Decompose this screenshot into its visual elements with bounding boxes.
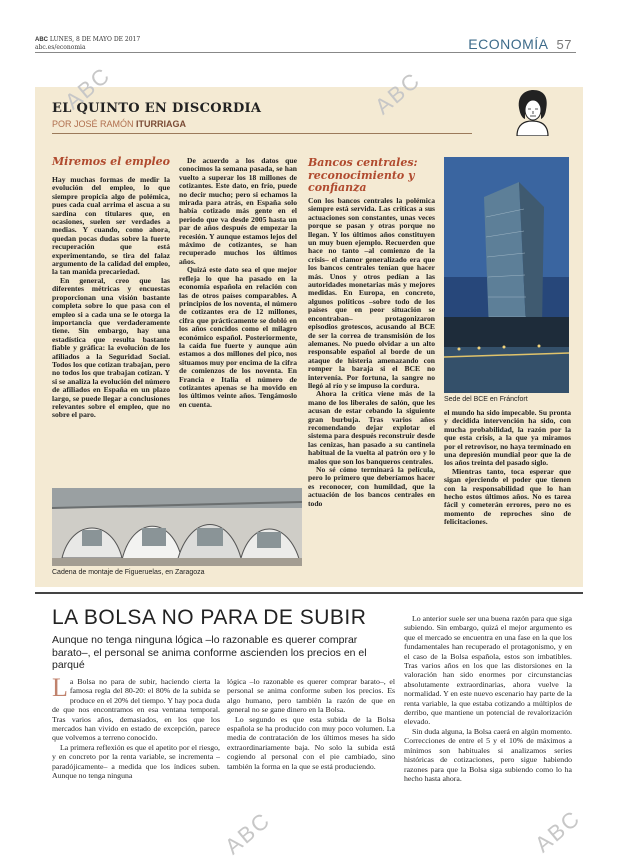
drop-cap: L [52, 677, 68, 702]
paragraph: Con los bancos centrales la polémica siempre está servida. Las críticas a sus actuaciones son constantes, unas veces porque se pasan y otras porque no llegan. Y los últimos años constituyen un muy buen ejemplo. Recuerden que hace no tanto –al comienzo de la crisis– el clamor generalizado era que los bancos centrales tenían que hacer más. Unos y otros pedían a las autoridades monetarias más y mejores medidas. En Europa, en concreto, algunos políticos –sobre todo de los países que en peor situación se encontraban– protagonizaron episodios grotescos, acusando al BCE de ser la correa de transmisión de los alemanes. No puedo olvidar a un alto responsable español al borde de un ataque de histeria amenazando con romper la baraja si el BCE no intervenía. Por fortuna, la sangre no llegó al río y se impuso la cordura. [308, 197, 435, 390]
ecb-caption: Sede del BCE en Fráncfort [444, 396, 528, 403]
paragraph: Quizá este dato sea el que mejor refleja lo que ha pasado en la economía española en relación con las de otros países comparables. A principios de los noventa, el número de cotizantes era de 12 millones, cifra que prácticamente se dobló en los años concidos como el milagro económico español. Posteriormente, la caída fue fuerte y aunque aún estamos a dos millones del pico, nos situamos muy por encima de la cifra de comienzos de los noventa. En Francia e Italia el número de cotizantes apenas se ha movido en los últimos veinte años. Tengámoslo en cuenta. [179, 265, 297, 409]
article-headline: LA BOLSA NO PARA DE SUBIR [52, 606, 367, 629]
edition-date: LUNES, 8 DE MAYO DE 2017 [49, 36, 141, 43]
paragraph: Mientras tanto, toca esperar que sigan ejerciendo el poder que tienen con la responsabilidad que lo han hecho estos últimos años. No es tarea fácil y cometerán errores, pero no es momento de reproches sino de felicitaciones. [444, 466, 571, 527]
paragraph: En general, creo que las diferentes métricas y encuestas proporcionan una visión bastante completa sobre lo que pasa con el empleo si a cada una se le otorga la importancia que verdaderamente tiene. Sin embargo, hay una estadística que resulta bastante fiable y gráfica: la evolución de los afiliados a la Seguridad Social. Todos los que cotizan trabajan, pero no todos los que trabajan cotizan. Y si se analiza la evolución del número de afiliados en España en un plazo largo, se puede llegar a conclusiones relevantes sobre el empleo, que no sobre el paro. [52, 275, 170, 420]
header-divider [35, 52, 576, 53]
page-number: 57 [556, 37, 572, 52]
watermark: ABC [60, 62, 116, 115]
article-column-3 [404, 614, 572, 814]
column-3 [308, 197, 435, 579]
site-url[interactable]: abc.es/economia [35, 44, 86, 51]
paragraph: No sé cómo terminará la película, pero lo primero que deberíamos hacer es reconocer, con humildad, que la actuación de los bancos centrales en todo [308, 465, 435, 508]
ecb-building-photo [444, 157, 569, 393]
paragraph: La Bolsa no para de subir, haciendo cierta la famosa regla del 80-20: el 80% de la subida se produce en el 20% del tiempo. Y hay poca duda de que nos encontramos en esa ventana temporal. Tras varios años, demasiados, en los que los mercados han vivido en estado de excepción, parece que volvemos a terreno conocido. [52, 677, 220, 743]
factory-caption: Cadena de montaje de Figueruelas, en Zaragoza [52, 569, 205, 576]
paragraph: Lo segundo es que esta subida de la Bolsa española se ha producido con muy poco volumen. La media de contratación de los últimos meses ha sido extraordinariamente baja. No solo la subida está cogiendo al personal con el pie cambiado, sino también la forma en la que se está produciendo. [227, 714, 395, 771]
author-portrait [505, 88, 560, 136]
column-4 [444, 409, 571, 579]
masthead [35, 36, 140, 51]
paper-name: ABC [35, 37, 48, 43]
watermark: ABC [370, 67, 426, 120]
column-2 [179, 157, 297, 483]
article-column-2 [227, 677, 395, 812]
author-surname: ITURRIAGA [136, 119, 187, 129]
column-author [52, 119, 186, 129]
paragraph: el mundo ha sido impecable. Su pronta y decidida intervención ha sido, con mucha probabilidad, la razón por la que esta crisis, a la que ya miramos por el retrovisor, no haya terminado en una depresión mundial peor que la de los años treinta del pasado siglo. [444, 409, 571, 468]
section-employment-title: Miremos el empleo [52, 155, 170, 168]
author-prefix: POR JOSÉ RAMÓN [52, 119, 134, 129]
paragraph: lógica –lo razonable es querer comprar barato–, el personal se anima conforme suben los precios. Es algo humano, pero también la razón de que en general no se gane dinero en la Bolsa. [227, 677, 395, 715]
paragraph: Lo anterior suele ser una buena razón para que siga subiendo. Sin embargo, quizá el mejor argumento es que el mercado se encuentra en una fase en la que los fundamentales han recuperado el protagonismo, y en el caso de la Bolsa española, estos son imbatibles. Tras varios años en los que las distorsiones en la valoración han sido enormes por circunstancias absolutamente extraordinarias, ahora vuelve la normalidad. Y en este nuevo escenario hay parte de la renta variable, la que estaba cotizando a múltiplos de derribo, que mantiene un potencial de revalorización elevado. [404, 614, 572, 727]
section-banks-title: Bancos centrales: reconocimiento y confianza [308, 156, 418, 194]
section-name: ECONOMÍA [468, 36, 549, 52]
paragraph: Sin duda alguna, la Bolsa caerá en algún momento. Correcciones de entre el 5 y el 10% de máximos a mínimos son habituales si analizamos series históricas de cotizaciones, pero sigue habiendo razones para que la Bolsa siga subiendo como lo ha hecho hasta ahora. [404, 726, 572, 783]
column-1 [52, 176, 170, 482]
paragraph: Hay muchas formas de medir la evolución del empleo, lo que siempre propicia algo de polémica, pues cada cual arrima el ascua a su sardina con titulares que, en ocasiones, suelen ser verdades a medias. Y cuando, como ahora, quedan pocas dudas sobre la fuerte recuperación que está experimentando, se tira del falaz argumento de la calidad del empleo, la tan manida precariedad. [52, 176, 170, 277]
column-title: EL QUINTO EN DISCORDIA [52, 101, 262, 116]
article-column-1 [52, 677, 220, 812]
column-divider [52, 133, 472, 134]
section-header [468, 36, 572, 52]
factory-photo [52, 488, 302, 566]
watermark: ABC [530, 805, 586, 858]
watermark: ABC [220, 807, 276, 860]
article-subtitle: Aunque no tenga ninguna lógica –lo razonable es querer comprar barato–, el personal se anima conforme ascienden los precios en el parqué [52, 634, 367, 671]
paragraph: La primera reflexión es que el apetito por el riesgo, y en concreto por la renta variable, se incrementa –paradójicamente– a medida que los índices suben. Aunque no tenga ninguna [52, 742, 220, 781]
paragraph: De acuerdo a los datos que conocimos la semana pasada, se han vuelto a superar los 18 millones de cotizantes. Este dato, en frío, puede no decir mucho; pero si echamos la mirada para atrás, en España solo había cotizado más gente en el periodo que va desde 2005 hasta un par de años después de empezar la recesión. Y aunque estamos lejos del máximo de cotizantes, se han recuperado muchos los últimos años. [179, 157, 297, 266]
article-divider [35, 592, 583, 594]
paragraph: Ahora la crítica viene más de la mano de los liberales de salón, que les acusan de estar cebando la siguiente gran burbuja. Tras varios años recomendando dejar explotar el sistema para después reconstruir desde las cenizas, han pasado a su cantinela habitual de la vuelta al patrón oro y lo malos que son los banqueros centrales. [308, 389, 435, 466]
